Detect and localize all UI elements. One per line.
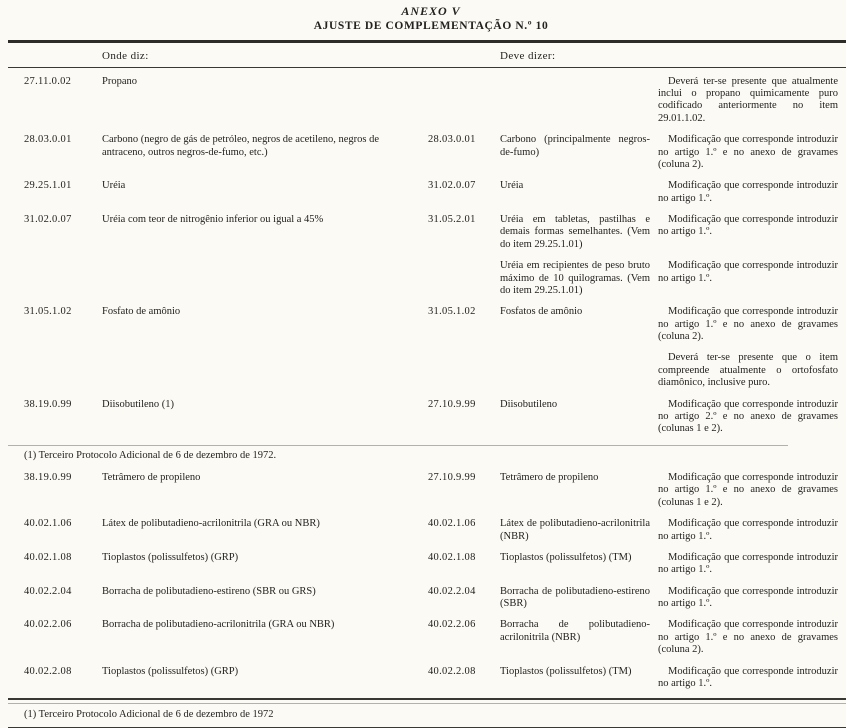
item-desc-to — [500, 352, 650, 353]
item-desc-to: Tioplastos (polissulfetos) (TM) — [500, 551, 632, 563]
item-remark: Modificação que corresponde introduzir no artigo 1.º e no anexo de gravames (colunas 1 e 2). — [658, 472, 838, 508]
item-remark: Modificação que corresponde introduzir no artigo 2.º e no anexo de gravames (colunas 1 e 2). — [658, 398, 838, 435]
item-remark: Modificação que corresponde introduzir no artigo 1.º. — [658, 551, 838, 576]
item-desc-from: Borracha de polibutadieno-acrilonitrila (GRA ou NBR) — [102, 619, 335, 631]
item-code-to: 27.10.9.99 — [428, 472, 476, 484]
table-row — [24, 260, 838, 297]
item-remark: Deverá ter-se presente que atualmente inclui o propano quimicamente puro codificado anteriormente no item 29.01.1.02. — [658, 75, 838, 124]
item-desc-to: Tetrâmero de propileno — [500, 472, 599, 484]
item-desc-to: Carbono (principalmente negros-de-fumo) — [500, 134, 650, 158]
item-desc-to: Borracha de polibutadieno-estireno (SBR) — [500, 585, 650, 610]
item-code-to: 31.05.1.02 — [428, 306, 476, 318]
column-header-from: Onde diz: — [102, 49, 149, 62]
footnote-mid: (1) Terceiro Protocolo Adicional de 6 de dezembro de 1972. — [24, 449, 277, 461]
item-code-to: 40.02.2.06 — [428, 619, 476, 631]
item-code-from: 40.02.2.04 — [24, 585, 72, 597]
item-remark: Modificação que corresponde introduzir no artigo 1.º e no anexo de gravames (coluna 2). — [658, 134, 838, 170]
item-desc-to — [500, 76, 650, 77]
item-desc-from: Fosfato de amônio — [102, 306, 181, 318]
item-code-from: 40.02.1.08 — [24, 551, 72, 563]
item-code-to: 27.10.9.99 — [428, 398, 476, 410]
item-code-to: 31.02.0.07 — [428, 180, 476, 192]
table-body — [24, 76, 838, 691]
table-row — [24, 586, 838, 611]
item-code-from — [24, 260, 94, 261]
item-desc-from: Borracha de polibutadieno-estireno (SBR ou GRS) — [102, 585, 316, 597]
table-row — [24, 666, 838, 691]
item-code-from: 27.11.0.02 — [24, 75, 72, 87]
divider-top — [8, 40, 846, 43]
table-row — [24, 214, 838, 251]
item-desc-from: Uréia — [102, 180, 126, 192]
item-desc-to: Uréia em tabletas, pastilhas e demais formas semelhantes. (Vem do item 29.25.1.01) — [500, 214, 650, 250]
footnote-bottom: (1) Terceiro Protocolo Adicional de 6 de dezembro de 1972 — [24, 708, 274, 720]
page-title: ANEXO V — [401, 4, 461, 18]
item-code-to: 40.02.1.08 — [428, 551, 476, 563]
item-desc-from — [102, 260, 420, 261]
item-code-to — [428, 352, 492, 353]
item-code-to — [428, 260, 492, 261]
divider-header — [8, 67, 846, 68]
item-desc-from: Uréia com teor de nitrogênio inferior ou igual a 45% — [102, 214, 324, 226]
table-row — [24, 619, 838, 656]
column-header-row — [24, 50, 838, 63]
item-desc-to: Tioplastos (polissulfetos) (TM) — [500, 665, 632, 677]
table-row — [24, 518, 838, 543]
item-desc-from: Carbono (negro de gás de petróleo, negros de acetileno, negros de antraceno, outros negros-de-fumo, etc.) — [102, 134, 379, 158]
document-footer — [24, 698, 838, 728]
item-desc-to: Uréia — [500, 180, 524, 192]
item-remark: Deverá ter-se presente que o item compreende atualmente o ortofosfato diamônico, inclusive puro. — [658, 352, 838, 389]
item-desc-from: Tioplastos (polissulfetos) (GRP) — [102, 551, 239, 563]
item-desc-to: Látex de polibutadieno-acrilonitrila (NBR) — [500, 518, 650, 542]
item-desc-from: Diisobutileno (1) — [102, 398, 175, 410]
item-remark: Modificação que corresponde introduzir no artigo 1.º. — [658, 260, 838, 284]
item-code-to: 40.02.1.06 — [428, 518, 476, 530]
item-remark: Modificação que corresponde introduzir no artigo 1.º e no anexo de gravames (coluna 2). — [658, 619, 838, 656]
item-remark: Modificação que corresponde introduzir no artigo 1.º. — [658, 180, 838, 204]
item-desc-from — [102, 352, 420, 353]
table-row — [24, 552, 838, 577]
table-row — [24, 472, 838, 509]
item-code-to: 28.03.0.01 — [428, 134, 476, 146]
item-desc-from: Tioplastos (polissulfetos) (GRP) — [102, 665, 239, 677]
item-desc-from: Tetrâmero de propileno — [102, 472, 201, 484]
item-code-to: 40.02.2.08 — [428, 665, 476, 677]
item-code-from: 31.05.1.02 — [24, 306, 72, 318]
table-row — [24, 76, 838, 126]
item-code-to — [428, 76, 492, 77]
table-row — [24, 352, 838, 389]
table-row — [24, 180, 838, 205]
table-row — [24, 399, 838, 436]
item-remark: Modificação que corresponde introduzir no artigo 1.º. — [658, 585, 838, 610]
item-code-from — [24, 352, 94, 353]
item-desc-to: Borracha de polibutadieno-acrilonitrila (NBR) — [500, 619, 650, 643]
item-code-from: 38.19.0.99 — [24, 398, 72, 410]
footnote-divider — [8, 445, 788, 446]
item-desc-from: Propano — [102, 75, 137, 87]
table-row — [24, 306, 838, 343]
document-header — [24, 4, 838, 34]
item-remark: Modificação que corresponde introduzir no artigo 1.º. — [658, 518, 838, 542]
item-code-from: 28.03.0.01 — [24, 134, 72, 146]
item-code-from: 38.19.0.99 — [24, 472, 72, 484]
table-row — [24, 134, 838, 171]
item-desc-to: Fosfatos de amônio — [500, 306, 583, 318]
item-desc-to: Diisobutileno — [500, 398, 558, 410]
item-desc-to: Uréia em recipientes de peso bruto máximo de 10 quilogramas. (Vem do item 29.25.1.01) — [500, 260, 650, 296]
item-remark: Modificação que corresponde introduzir no artigo 1.º. — [658, 665, 838, 689]
item-code-from: 40.02.2.08 — [24, 665, 72, 677]
column-header-to: Deve dizer: — [500, 49, 556, 62]
item-desc-from: Látex de polibutadieno-acrilonitrila (GRA ou NBR) — [102, 518, 320, 530]
item-code-to: 31.05.2.01 — [428, 214, 476, 226]
item-code-from: 40.02.1.06 — [24, 518, 72, 530]
page-subtitle: AJUSTE DE COMPLEMENTAÇÃO N.º 10 — [313, 20, 549, 33]
item-remark: Modificação que corresponde introduzir no artigo 1.º. — [658, 214, 838, 238]
item-code-to: 40.02.2.04 — [428, 585, 476, 597]
item-remark: Modificação que corresponde introduzir no artigo 1.º e no anexo de gravames (coluna 2). — [658, 306, 838, 343]
item-code-from: 31.02.0.07 — [24, 214, 72, 226]
item-code-from: 40.02.2.06 — [24, 619, 72, 631]
divider-bottom-lower — [8, 703, 846, 704]
item-code-from: 29.25.1.01 — [24, 180, 72, 192]
